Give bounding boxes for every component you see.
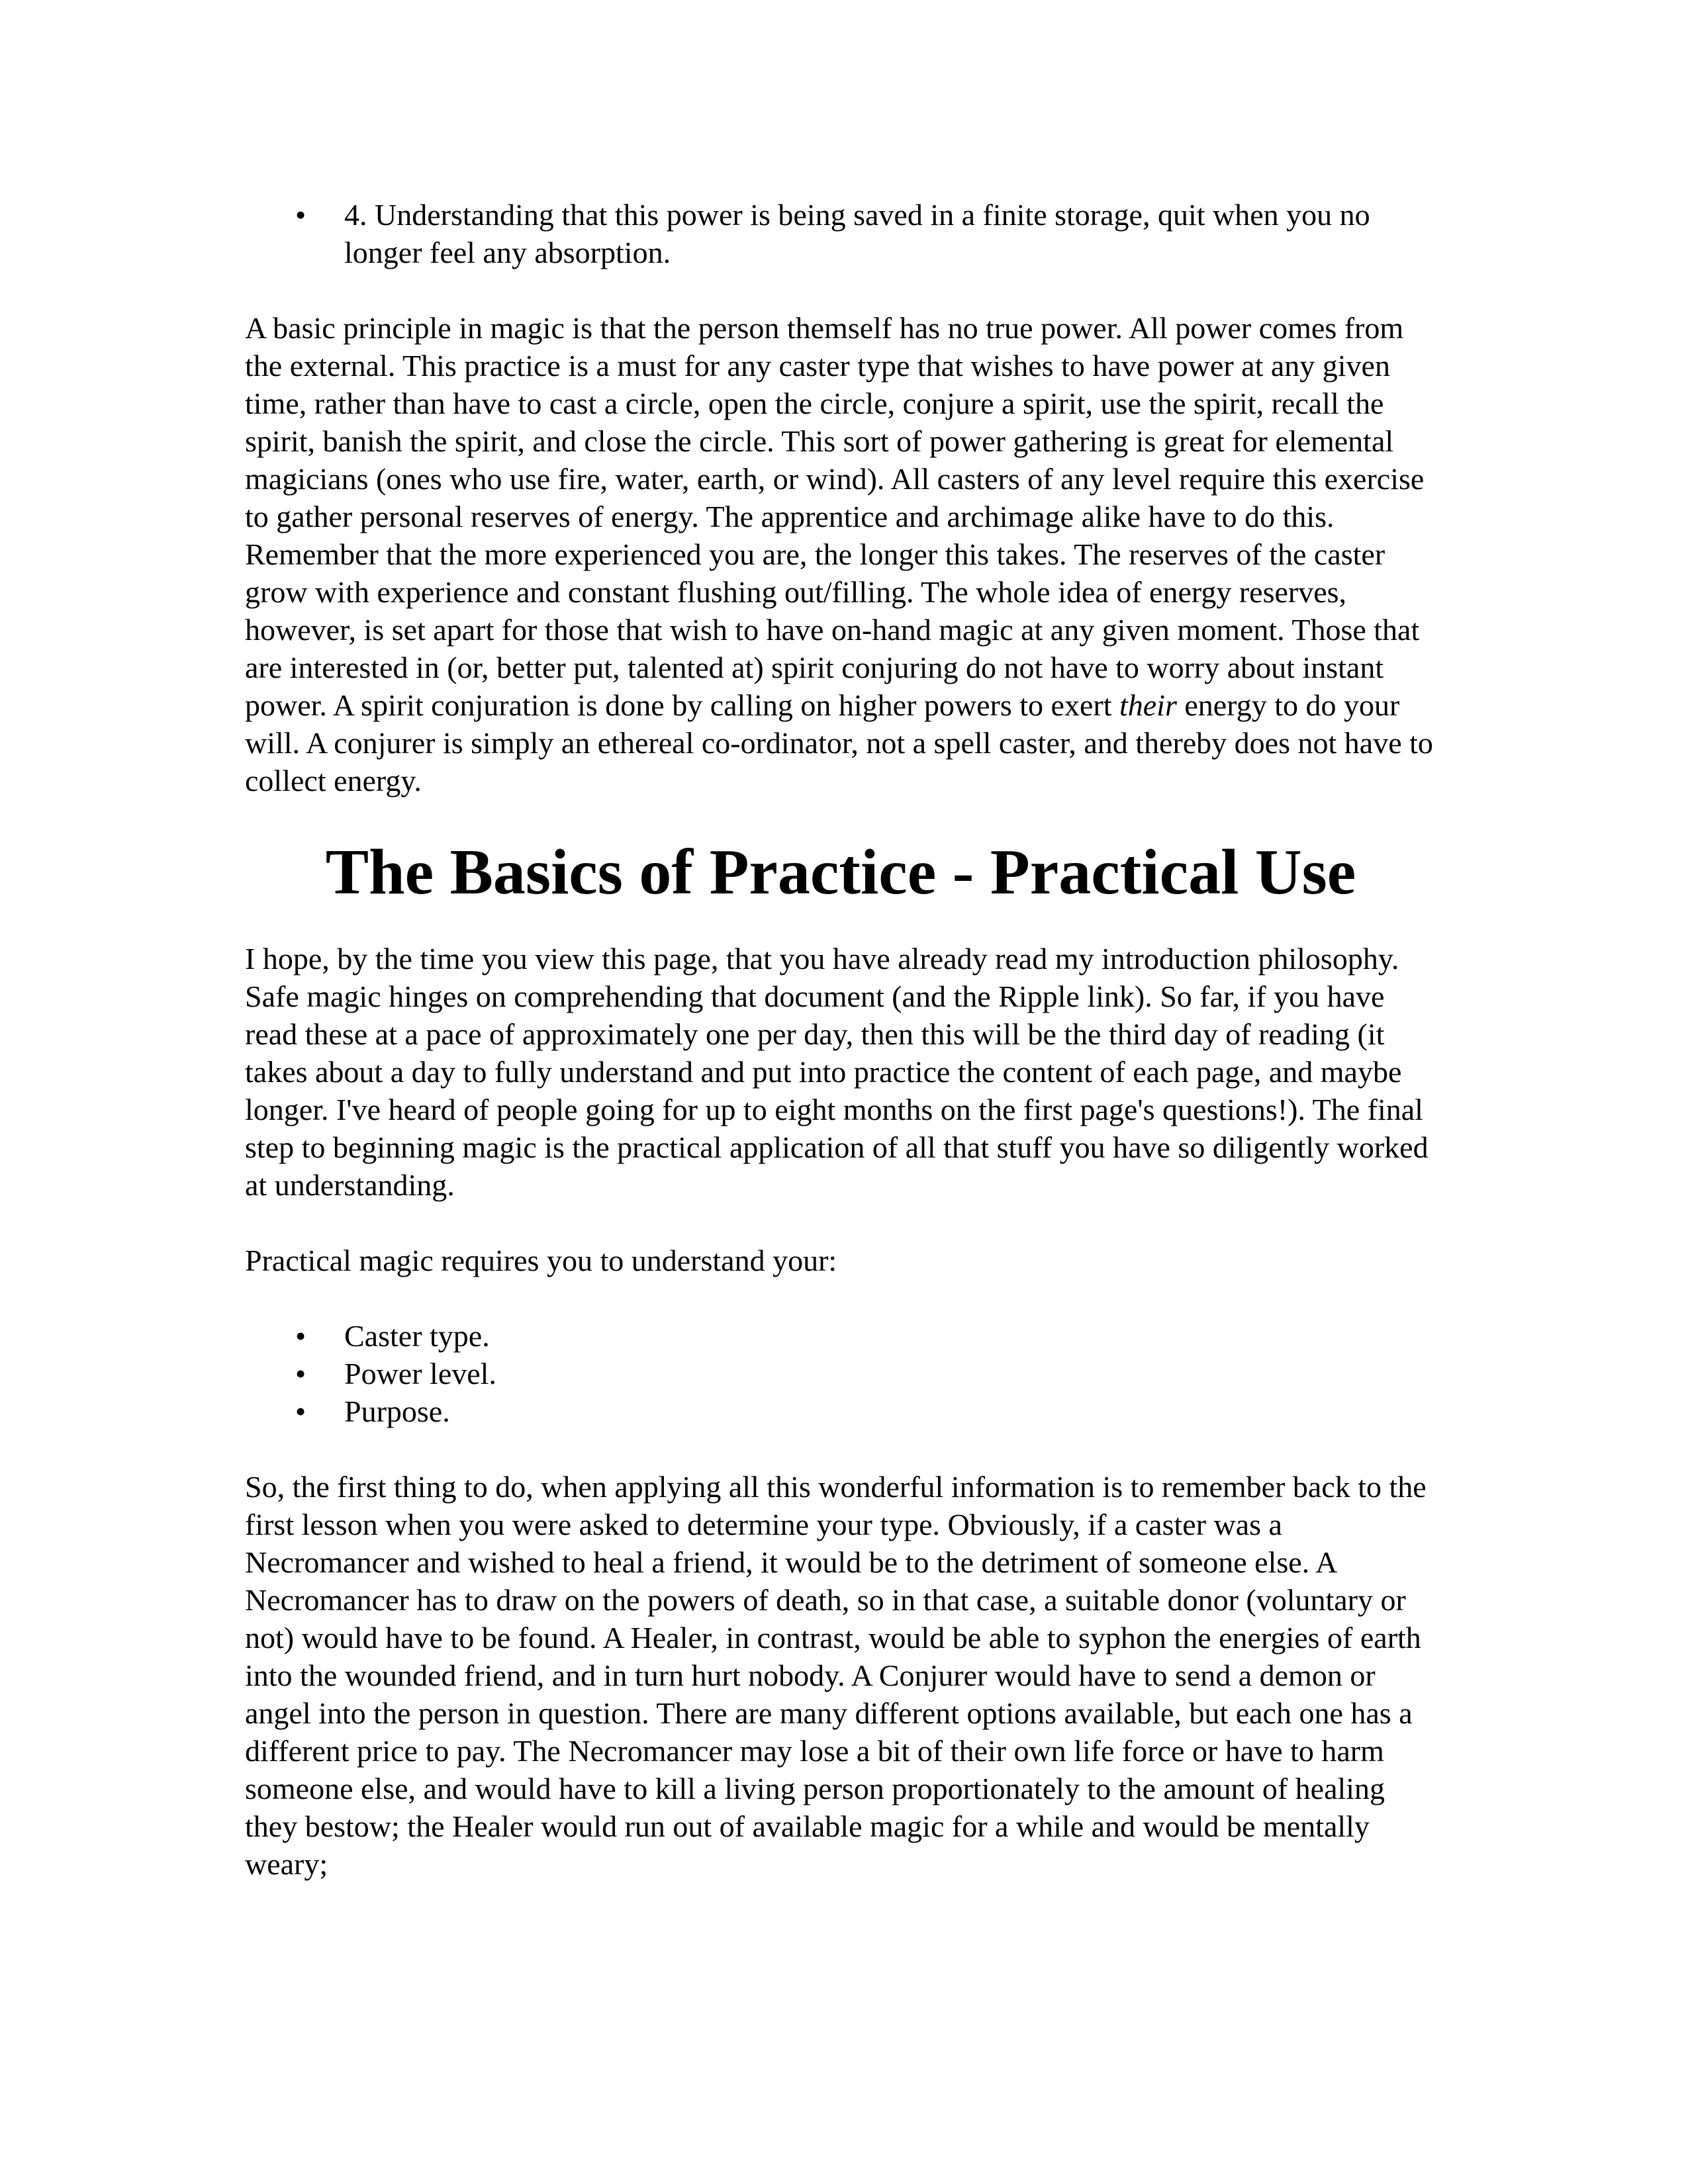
bullet-icon: •: [295, 1319, 306, 1353]
emphasis-text: their: [1119, 688, 1177, 722]
paragraph-text: A basic principle in magic is that the person themself has no true power. All power comes from the external. This practice is a must for any caster type that wishes to have power at any given time, rather than have to cast a circle, open the circle, conjure a spirit, use the spirit, recall the spirit, banish the spirit, and close the circle. This sort of power gathering is great for elemental magicians (ones who use fire, water, earth, or wind). All casters of any level require this exercise to gather personal reserves of energy. The apprentice and archimage alike have to do this. Remember that the more experienced you are, the longer this takes. The reserves of the caster grow with experience and constant flushing out/filling. The whole idea of energy reserves, however, is set apart for those that wish to have on-hand magic at any given moment. Those that are interested in (or, better put, talented at) spirit conjuring do not have to worry about instant power. A spirit conjuration is done by calling on higher powers to exert: [245, 311, 1425, 722]
list-item: [245, 1317, 1436, 1355]
bullet-icon: •: [295, 198, 306, 232]
bullet-icon: •: [295, 1357, 306, 1390]
requirements-list: [245, 1317, 1436, 1430]
list-item: [245, 1392, 1436, 1430]
paragraph-requirements-intro: Practical magic requires you to understand your:: [245, 1244, 837, 1277]
paragraph-energy-reserves: [245, 309, 1436, 799]
top-bullet-list: [245, 196, 1436, 271]
list-item-text: Purpose.: [344, 1394, 450, 1428]
paragraph-caster-types: So, the first thing to do, when applying all this wonderful information is to remember back to the first lesson when you were asked to determine your type. Obviously, if a caster was a Necromancer and wished to heal a friend, it would be to the detriment of someone else. A Necromancer has to draw on the powers of death, so in that case, a suitable donor (voluntary or not) would have to be found. A Healer, in contrast, would be able to syphon the energies of earth into the wounded friend, and in turn hurt nobody. A Conjurer would have to send a demon or angel into the person in question. There are many different options available, but each one has a different price to pay. The Necromancer may lose a bit of their own life force or have to harm someone else, and would have to kill a living person proportionately to the amount of healing they bestow; the Healer would run out of available magic for a while and would be mentally weary;: [245, 1470, 1427, 1881]
list-item: [245, 196, 1436, 271]
list-item-text: 4. Understanding that this power is being saved in a finite storage, quit when you no longer feel any absorption.: [344, 198, 1370, 269]
paragraph-text: energy to do your will. A conjurer is simply an ethereal co-ordinator, not a spell caster, and thereby does not have to collect energy.: [245, 688, 1433, 797]
document-page: [245, 196, 1436, 1883]
paragraph-introduction: I hope, by the time you view this page, that you have already read my introduction philosophy. Safe magic hinges on comprehending that document (and the Ripple link). So far, if you have read these at a pace of approximately one per day, then this will be the third day of reading (it takes about a day to fully understand and put into practice the content of each page, and maybe longer. I've heard of people going for up to eight months on the first page's questions!). The final step to beginning magic is the practical application of all that stuff you have so diligently worked at understanding.: [245, 942, 1429, 1202]
section-heading: The Basics of Practice - Practical Use: [325, 837, 1356, 908]
list-item: [245, 1355, 1436, 1392]
bullet-icon: •: [295, 1394, 306, 1428]
list-item-text: Power level.: [344, 1357, 496, 1390]
list-item-text: Caster type.: [344, 1319, 490, 1353]
